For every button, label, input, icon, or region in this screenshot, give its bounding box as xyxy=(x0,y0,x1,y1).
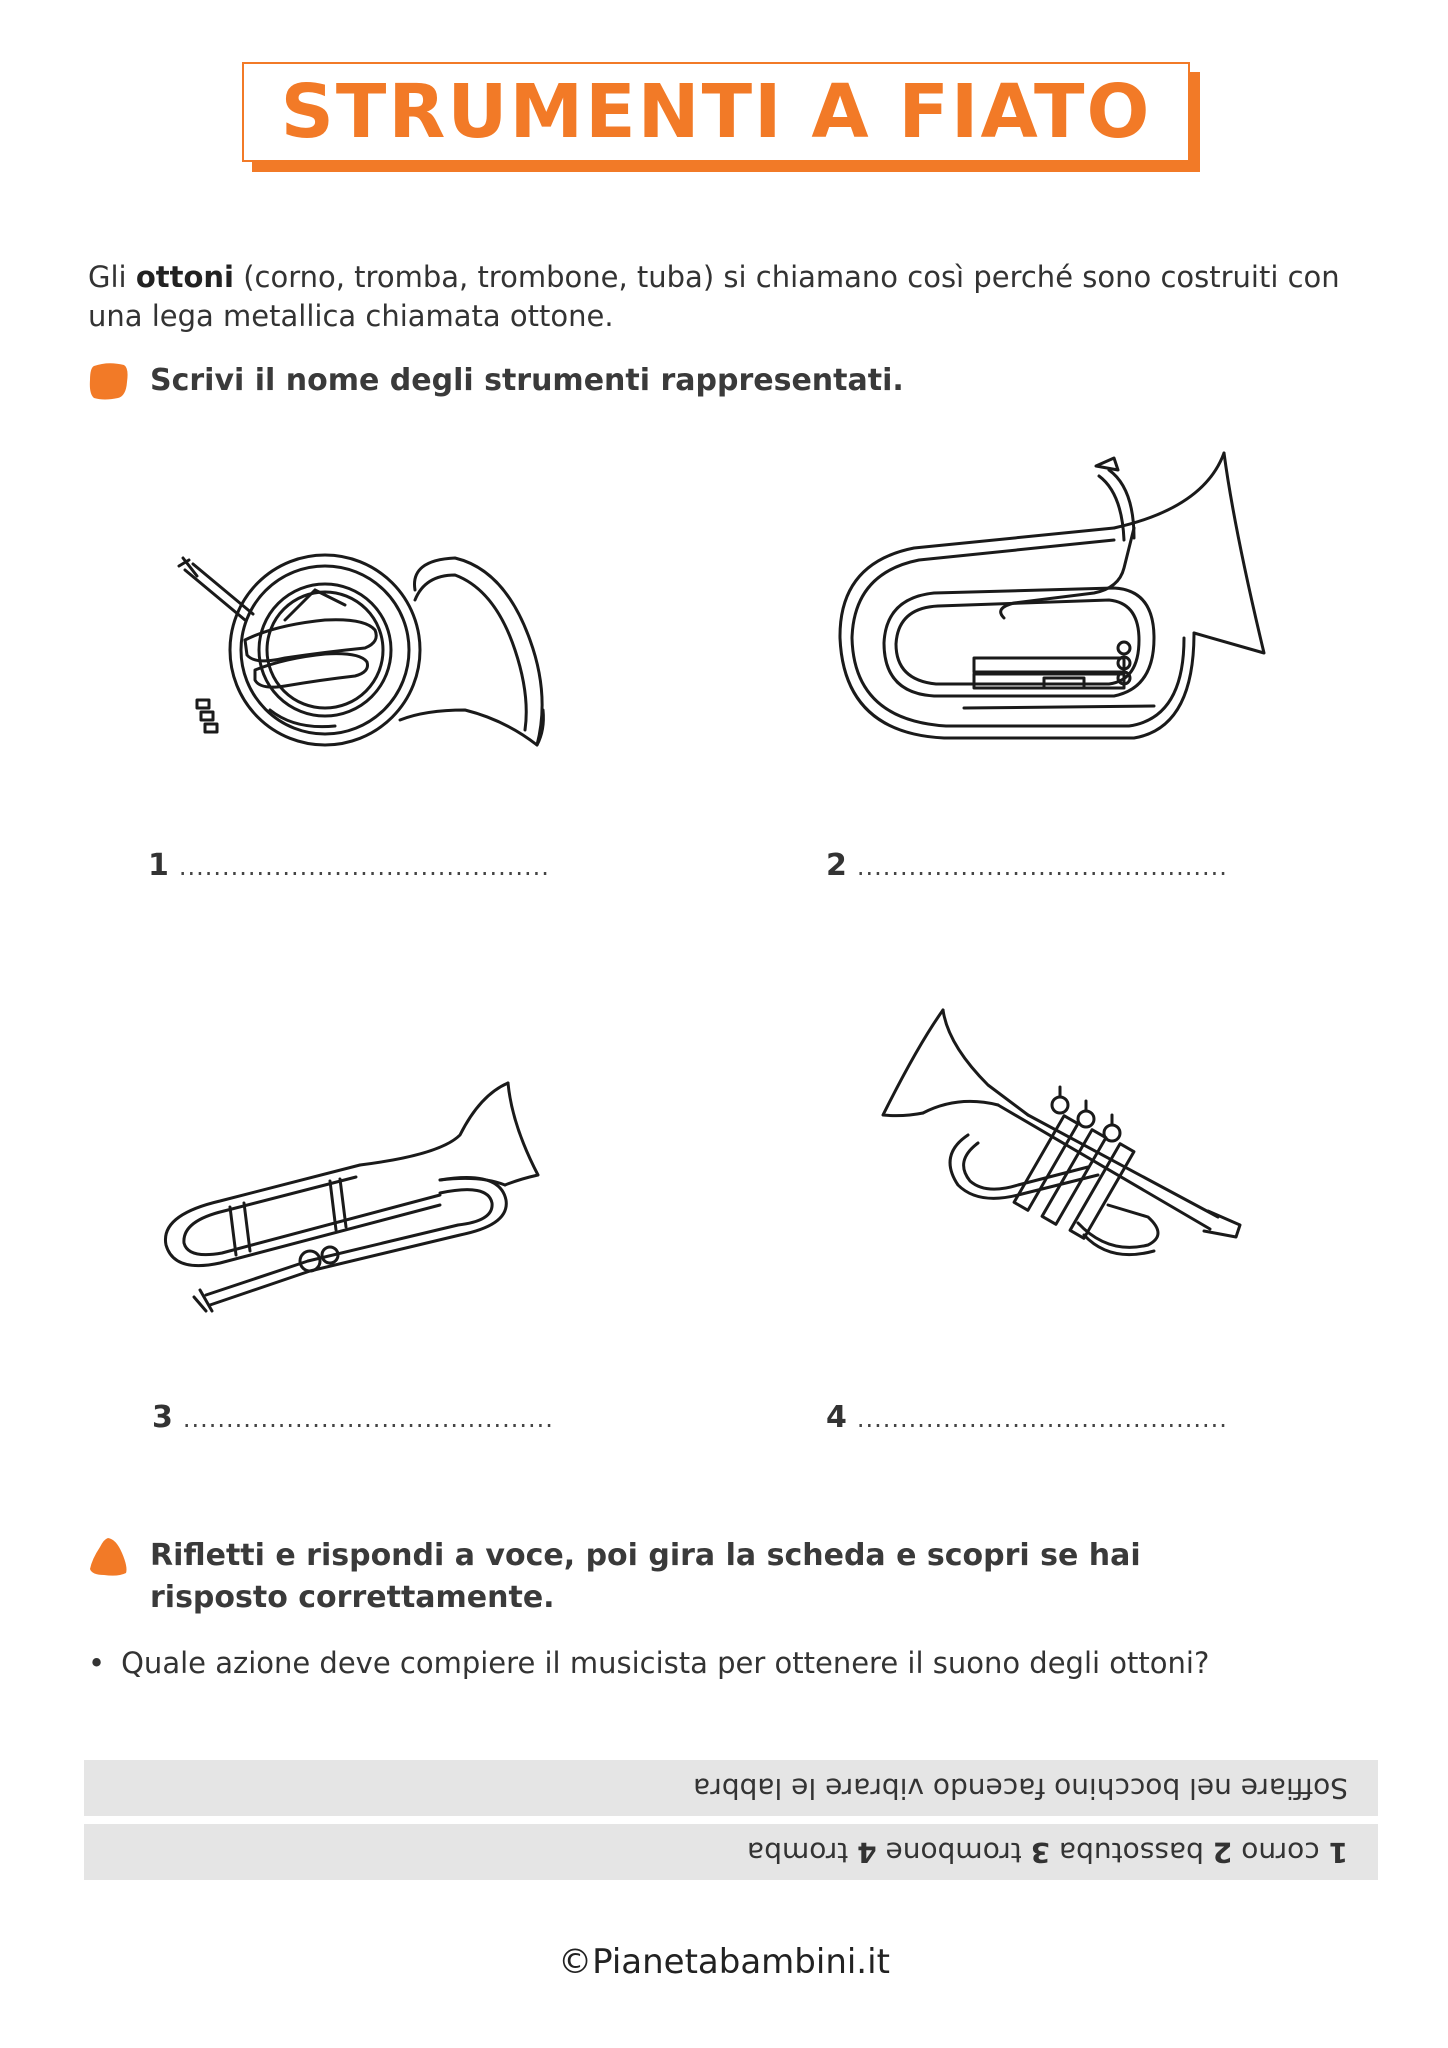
solution-bar-answer xyxy=(84,1760,1378,1816)
answer-dots-2[interactable]: ........................................... xyxy=(856,853,1228,881)
answer-number-2: 2 xyxy=(826,848,847,883)
key-num-3: 3 xyxy=(1030,1835,1051,1869)
trombone-icon xyxy=(160,1075,560,1315)
solution-key-text xyxy=(84,1836,1378,1869)
key-num-2: 2 xyxy=(1212,1835,1233,1869)
orange-blob-icon xyxy=(88,1535,130,1577)
title-box xyxy=(242,62,1190,162)
answer-dots-1[interactable]: ........................................... xyxy=(178,853,550,881)
answer-line-1[interactable] xyxy=(148,848,550,883)
answer-line-2[interactable] xyxy=(826,848,1228,883)
title-banner xyxy=(242,62,1202,174)
exercise1-instruction xyxy=(88,360,1250,402)
orange-blob-icon xyxy=(88,360,130,402)
exercise2-instruction xyxy=(88,1535,1250,1619)
footer-credit[interactable]: ©Pianetabambini.it xyxy=(558,1942,890,1982)
key-word-4: tromba xyxy=(747,1835,849,1869)
solution-bar-key xyxy=(84,1824,1378,1880)
key-num-1: 1 xyxy=(1328,1835,1348,1869)
question-text: Quale azione deve compiere il musicista per ottenere il suono degli ottoni? xyxy=(121,1646,1210,1680)
exercise2-text: Rifletti e rispondi a voce, poi gira la scheda e scopri se hai risposto correttamente. xyxy=(150,1538,1141,1615)
trumpet-icon xyxy=(878,1005,1248,1275)
key-word-3: trombone xyxy=(885,1835,1022,1869)
answer-line-4[interactable] xyxy=(826,1400,1228,1435)
key-word-2: bassotuba xyxy=(1058,1835,1204,1869)
intro-prefix: Gli xyxy=(88,260,136,294)
intro-paragraph xyxy=(88,258,1378,336)
answer-number-4: 4 xyxy=(826,1400,847,1435)
question-item xyxy=(88,1646,1209,1680)
key-num-4: 4 xyxy=(857,1835,877,1869)
solution-answer: Soffiare nel bocchino facendo vibrare le labbra xyxy=(693,1771,1348,1805)
page-title: STRUMENTI A FIATO xyxy=(280,69,1152,155)
solution-answer-text xyxy=(84,1772,1378,1805)
tuba-icon xyxy=(834,448,1274,748)
answer-number-1: 1 xyxy=(148,848,169,883)
intro-rest: (corno, tromba, trombone, tuba) si chiamano così perché sono costruiti con una lega metallica chiamata ottone. xyxy=(88,260,1340,333)
french-horn-icon xyxy=(175,530,555,760)
bullet-dot: • xyxy=(88,1646,106,1680)
intro-bold-word: ottoni xyxy=(135,260,234,294)
answer-number-3: 3 xyxy=(152,1400,173,1435)
answer-dots-3[interactable]: ........................................... xyxy=(182,1405,554,1433)
key-word-1: corno xyxy=(1241,1835,1320,1869)
answer-line-3[interactable] xyxy=(152,1400,554,1435)
exercise1-text: Scrivi il nome degli strumenti rappresentati. xyxy=(150,363,904,398)
answer-dots-4[interactable]: ........................................... xyxy=(856,1405,1228,1433)
